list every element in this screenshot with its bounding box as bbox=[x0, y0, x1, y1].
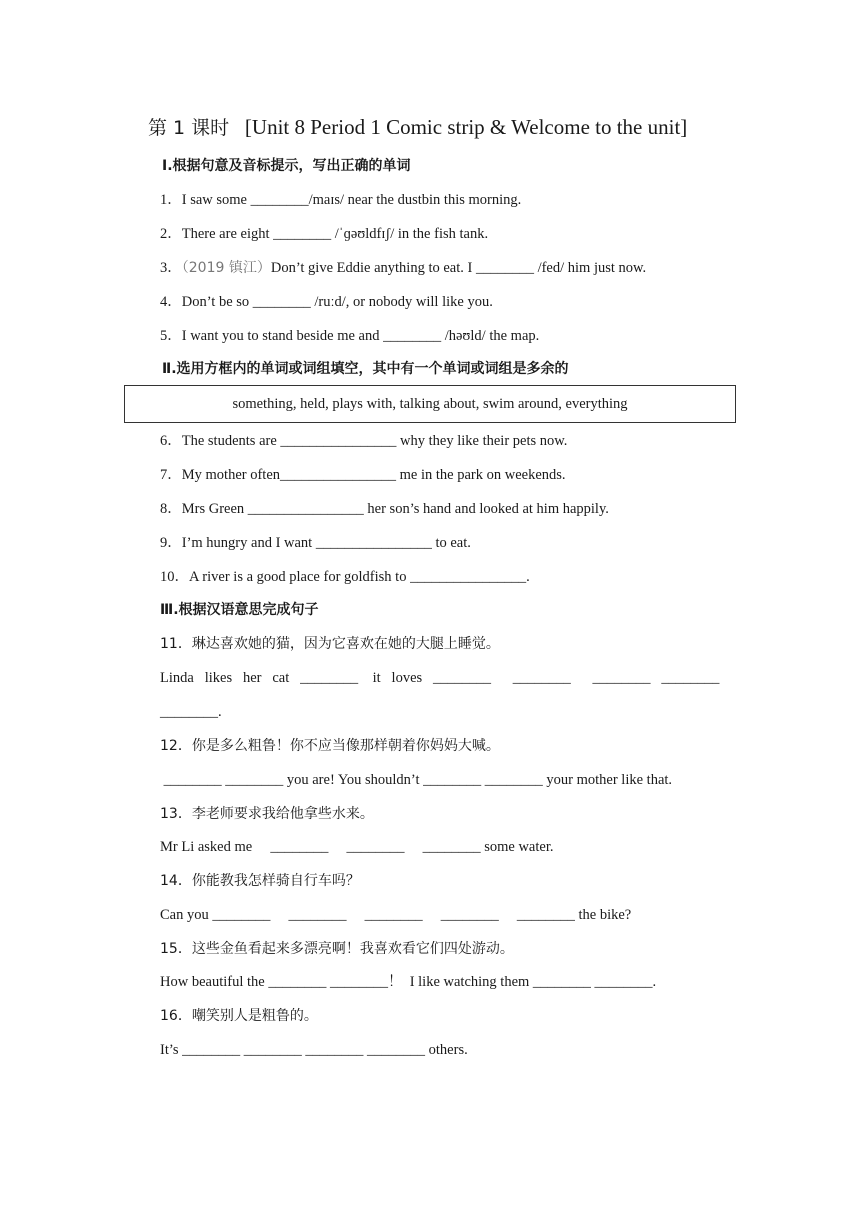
question-6: 6．The students are ________________ why they like their pets now. bbox=[160, 433, 568, 449]
question-15-chinese: 15．这些金鱼看起来多漂亮啊！我喜欢看它们四处游动。 bbox=[160, 941, 514, 957]
title-prefix: 第 1 课时 bbox=[148, 117, 230, 139]
question-2: 2．There are eight ________ /ˈɡəʊldfɪʃ/ in the fish tank. bbox=[160, 226, 489, 242]
question-3-source: （2019 镇江） bbox=[181, 260, 271, 276]
question-3 bbox=[160, 258, 646, 278]
question-11-chinese: 11．琳达喜欢她的猫，因为它喜欢在她的大腿上睡觉。 bbox=[160, 636, 500, 652]
section-1-heading: Ⅰ.根据句意及音标提示，写出正确的单词 bbox=[162, 158, 411, 174]
question-8: 8．Mrs Green ________________ her son’s hand and looked at him happily. bbox=[160, 501, 609, 517]
question-16-english: It’s ________ ________ ________ ________ others. bbox=[160, 1042, 468, 1058]
question-12-english: ________ ________ you are! You shouldn’t ________ ________ your mother like that. bbox=[160, 772, 673, 788]
page-title bbox=[148, 113, 687, 142]
question-15-english: How beautiful the ________ ________！ I like watching them ________ ________. bbox=[160, 974, 657, 990]
question-3-text: Don’t give Eddie anything to eat. I ________ /fed/ him just now. bbox=[270, 260, 647, 276]
question-11-english: Linda likes her cat ________ it loves ________ ________ ________ ________ bbox=[160, 670, 720, 686]
word-box: something, held, plays with, talking about, swim around, everything bbox=[124, 385, 736, 423]
question-14-english: Can you ________ ________ ________ ________ ________ the bike? bbox=[160, 907, 632, 923]
question-7: 7．My mother often________________ me in the park on weekends. bbox=[160, 467, 566, 483]
question-13-english: Mr Li asked me ________ ________ ________ some water. bbox=[160, 839, 554, 855]
question-16-chinese: 16．嘲笑别人是粗鲁的。 bbox=[160, 1008, 318, 1024]
question-3-number: 3． bbox=[160, 260, 182, 276]
question-9: 9．I’m hungry and I want ________________ to eat. bbox=[160, 535, 471, 551]
question-10: 10．A river is a good place for goldfish to ________________. bbox=[160, 569, 530, 585]
section-3-heading: Ⅲ.根据汉语意思完成句子 bbox=[160, 602, 319, 618]
section-2-heading: Ⅱ.选用方框内的单词或词组填空，其中有一个单词或词组是多余的 bbox=[162, 361, 569, 377]
question-11-english-cont: ________. bbox=[160, 704, 222, 720]
title-main: [Unit 8 Period 1 Comic strip & Welcome to the unit] bbox=[244, 115, 688, 139]
question-5: 5．I want you to stand beside me and ________ /həʊld/ the map. bbox=[160, 328, 540, 344]
question-13-chinese: 13．李老师要求我给他拿些水来。 bbox=[160, 806, 374, 822]
question-1: 1．I saw some ________/maɪs/ near the dustbin this morning. bbox=[160, 192, 522, 208]
question-4: 4．Don’t be so ________ /ruːd/, or nobody will like you. bbox=[160, 294, 493, 310]
question-14-chinese: 14．你能教我怎样骑自行车吗？ bbox=[160, 873, 360, 889]
question-12-chinese: 12．你是多么粗鲁！你不应当像那样朝着你妈妈大喊。 bbox=[160, 738, 500, 754]
